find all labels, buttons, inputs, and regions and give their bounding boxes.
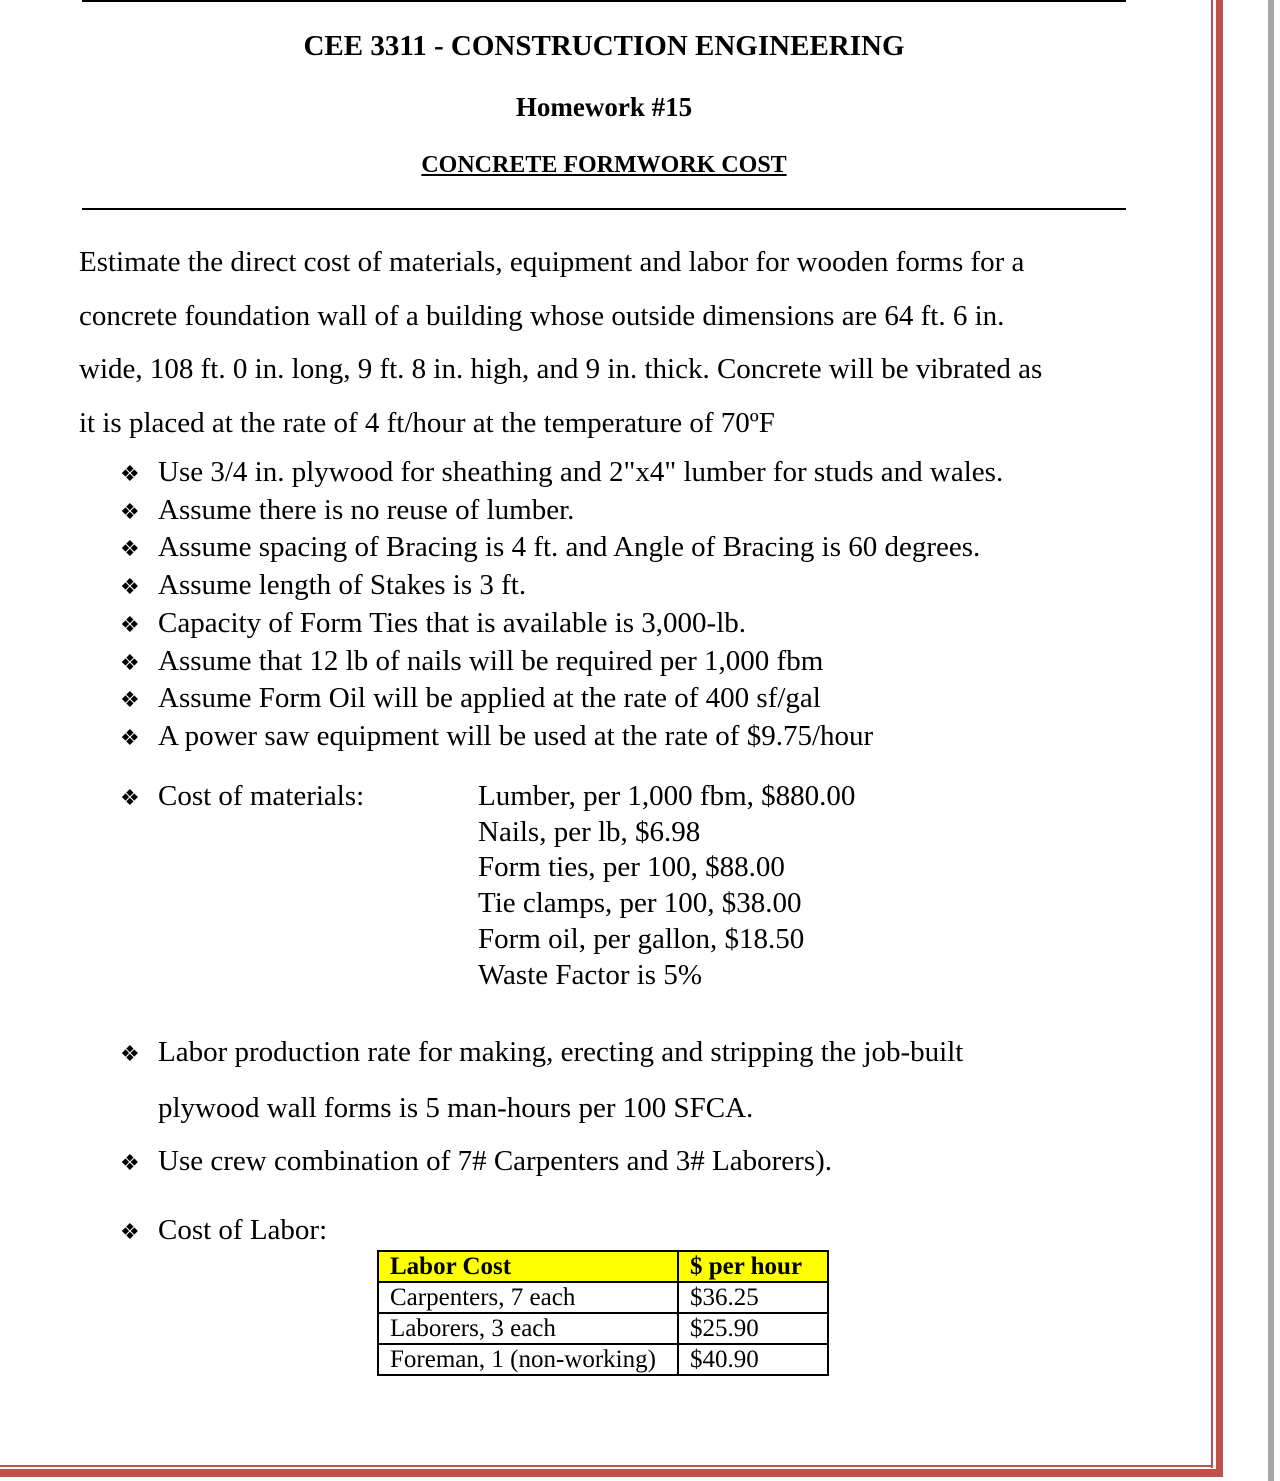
course-title: CEE 3311 - CONSTRUCTION ENGINEERING	[303, 30, 905, 62]
assumption-text: Assume spacing of Bracing is 4 ft. and Angle of Bracing is 60 degrees.	[158, 531, 981, 564]
labor-section	[120, 1026, 1070, 1191]
assumption-text: A power saw equipment will be used at the rate of $9.75/hour	[158, 719, 874, 752]
crew-combination	[120, 1135, 1070, 1191]
assumption-text: Assume length of Stakes is 3 ft.	[158, 569, 527, 602]
crew-text: Use crew combination of 7# Carpenters and 3# Laborers).	[158, 1145, 833, 1177]
column-header: $ per hour	[678, 1251, 828, 1282]
list-item	[120, 644, 1003, 682]
material-cost-item: Lumber, per 1,000 fbm, $880.00	[478, 780, 856, 812]
page-border-bottom-outer	[0, 1469, 1223, 1477]
diamond-bullet-icon: ❖	[120, 575, 140, 601]
diamond-bullet-icon: ❖	[120, 725, 140, 751]
material-cost-item: Form oil, per gallon, $18.50	[478, 922, 805, 955]
homework-number: Homework #15	[515, 92, 693, 122]
labor-role-cell: Carpenters, 7 each	[378, 1282, 678, 1313]
table-row	[378, 1313, 828, 1344]
list-item	[120, 606, 1003, 644]
diamond-bullet-icon: ❖	[120, 612, 140, 638]
diamond-bullet-icon: ❖	[120, 537, 140, 563]
materials-label-row	[120, 779, 364, 817]
problem-line: wide, 108 ft. 0 in. long, 9 ft. 8 in. high, and 9 in. thick. Concrete will be vibrated as	[79, 353, 1043, 385]
list-item	[120, 568, 1003, 606]
material-cost-item: Nails, per lb, $6.98	[478, 815, 701, 848]
list-item	[120, 455, 1003, 493]
list-item	[120, 530, 1003, 568]
diamond-bullet-icon: ❖	[120, 1220, 140, 1245]
assumptions-list	[120, 455, 1003, 757]
diamond-bullet-icon: ❖	[120, 650, 140, 676]
labor-cost-table	[377, 1250, 829, 1376]
table-row	[378, 1344, 828, 1375]
assumption-text: Assume that 12 lb of nails will be required per 1,000 fbm	[158, 644, 824, 677]
assumption-text: Use 3/4 in. plywood for sheathing and 2"x4" lumber for studs and wales.	[158, 456, 1004, 488]
problem-line: concrete foundation wall of a building whose outside dimensions are 64 ft. 6 in.	[79, 299, 1005, 332]
list-item	[120, 493, 1003, 531]
labor-cost-label-row	[120, 1214, 327, 1247]
diamond-bullet-icon: ❖	[120, 462, 140, 487]
top-rule	[82, 0, 1126, 2]
column-header: Labor Cost	[378, 1251, 678, 1282]
diamond-bullet-icon: ❖	[120, 1151, 140, 1176]
table-header-row	[378, 1251, 828, 1282]
diamond-bullet-icon: ❖	[120, 1042, 140, 1067]
page-border-right-outer	[1216, 0, 1223, 1477]
homework-topic: CONCRETE FORMWORK COST	[421, 152, 787, 178]
labor-production-text: Labor production rate for making, erecting and stripping the job-built	[158, 1036, 964, 1068]
problem-line: Estimate the direct cost of materials, equipment and labor for wooden forms for a	[79, 246, 1025, 278]
diamond-bullet-icon: ❖	[120, 786, 140, 811]
material-cost-item: Tie clamps, per 100, $38.00	[478, 887, 802, 920]
materials-cost-list	[478, 779, 855, 993]
materials-section	[120, 779, 364, 817]
scrollbar-edge[interactable]	[1268, 0, 1274, 1481]
page-border-bottom-inner	[0, 1465, 1213, 1467]
diamond-bullet-icon: ❖	[120, 499, 140, 525]
assumption-text: Capacity of Form Ties that is available is 3,000-lb.	[158, 606, 747, 639]
hourly-rate-cell: $25.90	[678, 1313, 828, 1344]
header-divider	[82, 208, 1126, 210]
hourly-rate-cell: $40.90	[678, 1344, 828, 1375]
labor-production-rate	[120, 1026, 1070, 1082]
problem-statement	[79, 236, 1129, 450]
labor-cost-label: Cost of Labor:	[158, 1214, 328, 1246]
labor-role-cell: Foreman, 1 (non-working)	[378, 1344, 678, 1375]
assumption-text: Assume Form Oil will be applied at the rate of 400 sf/gal	[158, 682, 821, 715]
materials-label: Cost of materials:	[158, 780, 365, 812]
hourly-rate-cell: $36.25	[678, 1282, 828, 1313]
list-item	[120, 719, 1003, 757]
assumption-text: Assume there is no reuse of lumber.	[158, 493, 575, 526]
page-border-right-inner	[1211, 0, 1213, 1468]
labor-production-continuation: plywood wall forms is 5 man-hours per 100 SFCA.	[158, 1091, 754, 1124]
labor-role-cell: Laborers, 3 each	[378, 1313, 678, 1344]
problem-line: it is placed at the rate of 4 ft/hour at the temperature of 70ºF	[79, 406, 775, 439]
diamond-bullet-icon: ❖	[120, 688, 140, 714]
material-cost-item: Waste Factor is 5%	[478, 958, 702, 991]
list-item	[120, 681, 1003, 719]
table-row	[378, 1282, 828, 1313]
material-cost-item: Form ties, per 100, $88.00	[478, 851, 785, 884]
